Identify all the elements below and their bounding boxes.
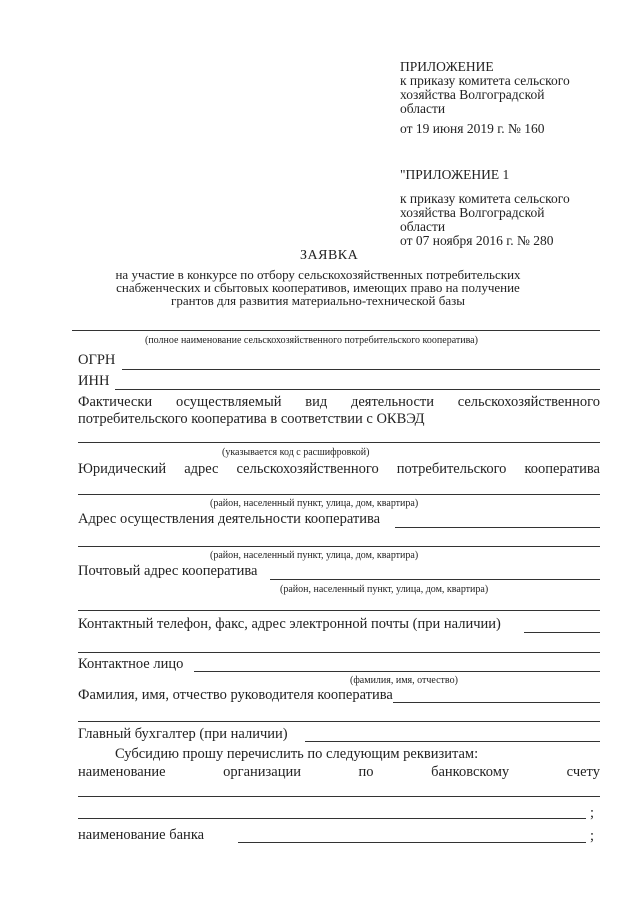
activity-field[interactable] bbox=[78, 442, 600, 443]
postal-address-field[interactable] bbox=[270, 579, 600, 580]
director-field-2[interactable] bbox=[78, 721, 600, 722]
activity-line1 bbox=[78, 394, 600, 411]
appendix-1-title: ПРИЛОЖЕНИЕ bbox=[400, 59, 494, 74]
activity-word-3: вид bbox=[305, 394, 328, 410]
bank-name-label: наименование банка bbox=[78, 827, 205, 843]
appendix-2-line4: от 07 ноября 2016 г. № 280 bbox=[400, 233, 554, 248]
appendix-header-2 bbox=[400, 168, 570, 248]
postal-address-field-2[interactable] bbox=[78, 610, 600, 611]
contact-person-field[interactable] bbox=[194, 671, 600, 672]
accountant-field[interactable] bbox=[305, 741, 600, 742]
ogrn-field[interactable] bbox=[122, 369, 600, 370]
cooperative-name-field[interactable] bbox=[72, 330, 600, 331]
bank-name-field[interactable] bbox=[238, 842, 586, 843]
appendix-2-title: "ПРИЛОЖЕНИЕ 1 bbox=[400, 167, 510, 182]
legal-address-field[interactable] bbox=[78, 494, 600, 495]
subtitle-line3: грантов для развития материально-технической базы bbox=[171, 293, 465, 308]
org-word-3: по bbox=[358, 764, 374, 780]
appendix-2-line1: к приказу комитета сельского bbox=[400, 191, 570, 206]
subtitle-line2: снабженческих и сбытовых кооперативов, имеющих право на получение bbox=[116, 280, 520, 295]
activity-word-1: Фактически bbox=[78, 394, 153, 410]
semicolon-1: ; bbox=[590, 805, 595, 821]
organization-label bbox=[78, 764, 600, 781]
contacts-label: Контактный телефон, факс, адрес электронной почты (при наличии) bbox=[78, 616, 501, 632]
legal-word-4: потребительского bbox=[396, 461, 507, 477]
activity-line2: потребительского кооператива в соответствии с ОКВЭД bbox=[78, 411, 425, 427]
appendix-2-line2: хозяйства Волгоградской bbox=[400, 205, 545, 220]
contact-person-label: Контактное лицо bbox=[78, 656, 184, 672]
inn-field[interactable] bbox=[115, 389, 600, 390]
postal-address-label: Почтовый адрес кооператива bbox=[78, 563, 258, 579]
appendix-1-line2: хозяйства Волгоградской bbox=[400, 87, 545, 102]
director-field[interactable] bbox=[393, 702, 600, 703]
legal-word-2: адрес bbox=[184, 461, 219, 477]
legal-address-hint: (район, населенный пункт, улица, дом, квартира) bbox=[210, 498, 419, 509]
activity-address-field-2[interactable] bbox=[78, 546, 600, 547]
subsidy-text: Субсидию прошу перечислить по следующим реквизитам: bbox=[115, 746, 479, 762]
contacts-field[interactable] bbox=[524, 632, 600, 633]
activity-word-4: деятельности bbox=[350, 394, 434, 410]
director-label: Фамилия, имя, отчество руководителя кооператива bbox=[78, 687, 393, 703]
appendix-1-line3: области bbox=[400, 101, 446, 116]
appendix-1-line4: от 19 июня 2019 г. № 160 bbox=[400, 121, 545, 136]
legal-word-3: сельскохозяйственного bbox=[236, 461, 379, 477]
contact-person-hint: (фамилия, имя, отчество) bbox=[350, 675, 458, 686]
appendix-2-line3: области bbox=[400, 219, 446, 234]
legal-address-label bbox=[78, 461, 600, 478]
activity-word-2: осуществляемый bbox=[175, 394, 282, 410]
activity-word-5: сельскохозяйственного bbox=[457, 394, 600, 410]
postal-address-hint: (район, населенный пункт, улица, дом, квартира) bbox=[280, 584, 489, 595]
contacts-field-2[interactable] bbox=[78, 652, 600, 653]
activity-hint: (указывается код с расшифровкой) bbox=[222, 447, 370, 458]
document-title: ЗАЯВКА bbox=[300, 248, 359, 263]
legal-word-1: Юридический bbox=[78, 461, 167, 477]
cooperative-name-hint: (полное наименование сельскохозяйственного потребительского кооператива) bbox=[145, 335, 478, 346]
activity-address-field[interactable] bbox=[395, 527, 600, 528]
activity-address-label: Адрес осуществления деятельности кооператива bbox=[78, 511, 381, 527]
document-subtitle bbox=[58, 268, 578, 307]
organization-field-2[interactable] bbox=[78, 818, 586, 819]
organization-field[interactable] bbox=[78, 796, 600, 797]
inn-label: ИНН bbox=[78, 373, 110, 389]
org-word-2: организации bbox=[223, 764, 302, 780]
semicolon-2: ; bbox=[590, 828, 595, 844]
ogrn-label: ОГРН bbox=[78, 352, 116, 368]
activity-address-hint: (район, населенный пункт, улица, дом, квартира) bbox=[210, 550, 419, 561]
org-word-4: банковскому bbox=[431, 764, 510, 780]
appendix-header-1 bbox=[400, 60, 570, 136]
accountant-label: Главный бухгалтер (при наличии) bbox=[78, 726, 288, 742]
subtitle-line1: на участие в конкурсе по отбору сельскохозяйственных потребительских bbox=[115, 267, 521, 282]
legal-word-5: кооператива bbox=[524, 461, 600, 477]
appendix-1-line1: к приказу комитета сельского bbox=[400, 73, 570, 88]
org-word-5: счету bbox=[566, 764, 600, 780]
org-word-1: наименование bbox=[78, 764, 166, 780]
